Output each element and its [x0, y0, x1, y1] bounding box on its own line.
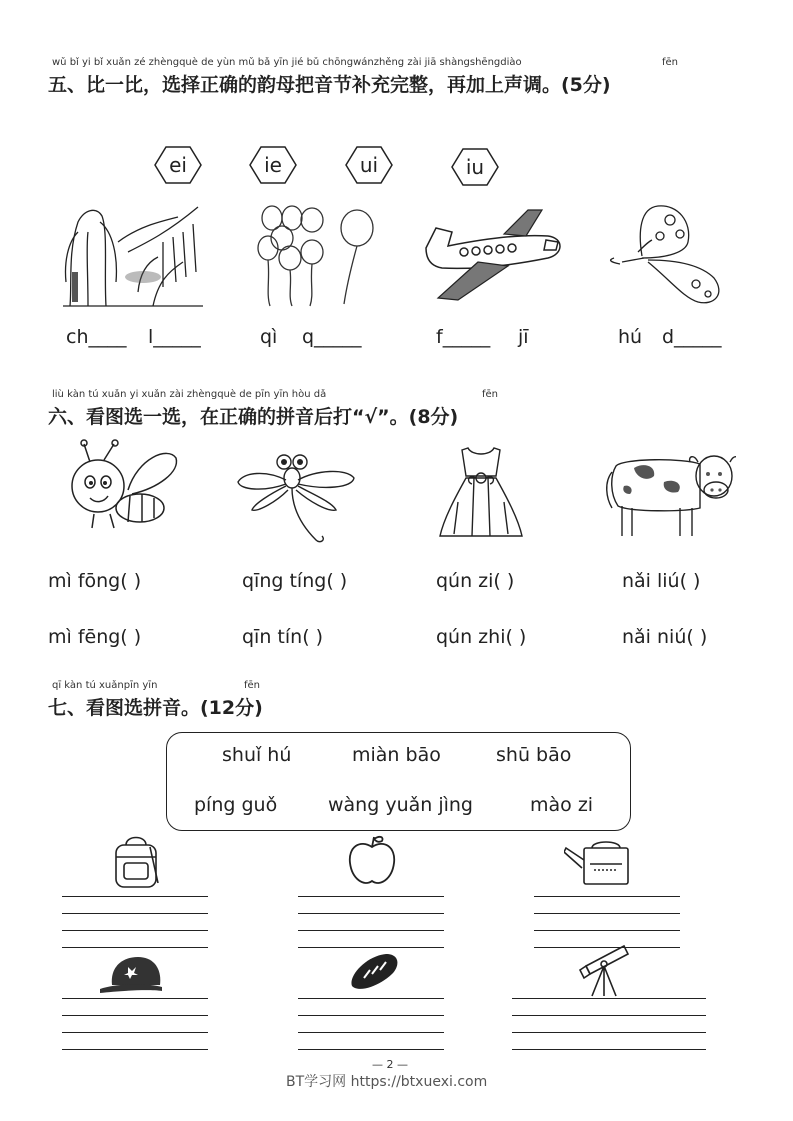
balloons-illustration — [252, 204, 377, 308]
option-label: iu — [465, 155, 485, 179]
choice-shuihu: shuǐ hú — [222, 744, 292, 766]
section5-pinyin-fen: fēn — [662, 57, 679, 68]
blank-4-left: hú — [618, 326, 643, 348]
choice-dragonfly-2[interactable]: qīn tín( ) — [242, 626, 324, 648]
watering-can-illustration — [564, 838, 634, 888]
choice-pingguo: píng guǒ — [194, 794, 278, 816]
apple-illustration — [346, 833, 398, 889]
footer-site[interactable]: BT学习网 https://btxuexi.com — [286, 1074, 488, 1090]
write-line[interactable] — [512, 1015, 706, 1016]
write-line[interactable] — [298, 896, 444, 897]
write-line[interactable] — [298, 998, 444, 999]
blank-2-left: qì — [260, 326, 278, 348]
choice-dragonfly-1[interactable]: qīng tíng( ) — [242, 570, 348, 592]
choice-dress-1[interactable]: qún zi( ) — [436, 570, 515, 592]
choice-dress-2[interactable]: qún zhi( ) — [436, 626, 527, 648]
write-line[interactable] — [512, 1049, 706, 1050]
write-line[interactable] — [512, 1032, 706, 1033]
write-line[interactable] — [62, 947, 208, 948]
butterfly-illustration — [608, 202, 728, 310]
option-label: ie — [264, 153, 282, 177]
write-line[interactable] — [298, 947, 444, 948]
blank-2-right[interactable]: q_____ — [302, 326, 362, 348]
choice-mianbao: miàn bāo — [352, 744, 441, 766]
cow-illustration — [604, 448, 736, 540]
bread-illustration — [348, 952, 400, 992]
write-line[interactable] — [62, 1049, 208, 1050]
section6-pinyin: liù kàn tú xuǎn yi xuǎn zài zhèngquè de pīn yīn hòu dǎ — [52, 389, 327, 400]
blank-4-right[interactable]: d_____ — [662, 326, 722, 348]
write-line[interactable] — [62, 1015, 208, 1016]
blank-3-left[interactable]: f_____ — [436, 326, 491, 348]
write-line[interactable] — [534, 947, 680, 948]
choice-shubao: shū bāo — [496, 744, 572, 766]
choice-cow-2[interactable]: nǎi niú( ) — [622, 626, 708, 648]
schoolbag-illustration — [110, 833, 162, 891]
choice-bee-1[interactable]: mì fōng( ) — [48, 570, 142, 592]
choice-bee-2[interactable]: mì fēng( ) — [48, 626, 142, 648]
write-line[interactable] — [298, 1049, 444, 1050]
section5-title: 五、比一比，选择正确的韵母把音节补充完整，再加上声调。(5分) — [48, 74, 611, 96]
bee-illustration — [68, 438, 180, 534]
write-line[interactable] — [62, 913, 208, 914]
blank-3-right: jī — [518, 326, 529, 348]
write-line[interactable] — [534, 930, 680, 931]
write-line[interactable] — [298, 1032, 444, 1033]
section7-pinyin: qī kàn tú xuǎnpīn yīn — [52, 680, 158, 691]
choice-wangyuanjing: wàng yuǎn jìng — [328, 794, 473, 816]
dragonfly-illustration — [236, 450, 358, 546]
option-hexagon — [249, 146, 297, 184]
airplane-illustration — [418, 206, 568, 306]
section6-title: 六、看图选一选，在正确的拼音后打“√”。(8分) — [48, 406, 459, 428]
option-hexagon — [451, 148, 499, 186]
option-hexagon — [345, 146, 393, 184]
write-line[interactable] — [534, 896, 680, 897]
write-line[interactable] — [534, 913, 680, 914]
section6-pinyin-fen: fēn — [482, 389, 499, 400]
write-line[interactable] — [62, 896, 208, 897]
blank-1-right[interactable]: l_____ — [148, 326, 201, 348]
write-line[interactable] — [298, 913, 444, 914]
write-line[interactable] — [62, 930, 208, 931]
section7-pinyin-fen: fēn — [244, 680, 261, 691]
willow-tree-illustration — [58, 202, 208, 310]
section5-pinyin: wǔ bǐ yi bǐ xuǎn zé zhèngquè de yùn mǔ bǎ yīn jié bǔ chōngwánzhěng zài jiā shàngshēngdiào — [52, 57, 522, 68]
blank-1-left[interactable]: ch____ — [66, 326, 127, 348]
cap-illustration — [98, 955, 164, 995]
option-hexagon — [154, 146, 202, 184]
write-line[interactable] — [298, 1015, 444, 1016]
write-line[interactable] — [512, 998, 706, 999]
choice-cow-1[interactable]: nǎi liú( ) — [622, 570, 701, 592]
write-line[interactable] — [298, 930, 444, 931]
section7-title: 七、看图选拼音。(12分) — [48, 697, 263, 719]
write-line[interactable] — [62, 1032, 208, 1033]
write-line[interactable] — [62, 998, 208, 999]
choice-maozi: mào zi — [530, 794, 594, 816]
dress-illustration — [438, 446, 524, 542]
option-label: ei — [169, 153, 187, 177]
option-label: ui — [359, 153, 379, 177]
page-number: — 2 — — [372, 1058, 408, 1071]
telescope-illustration — [578, 940, 632, 998]
